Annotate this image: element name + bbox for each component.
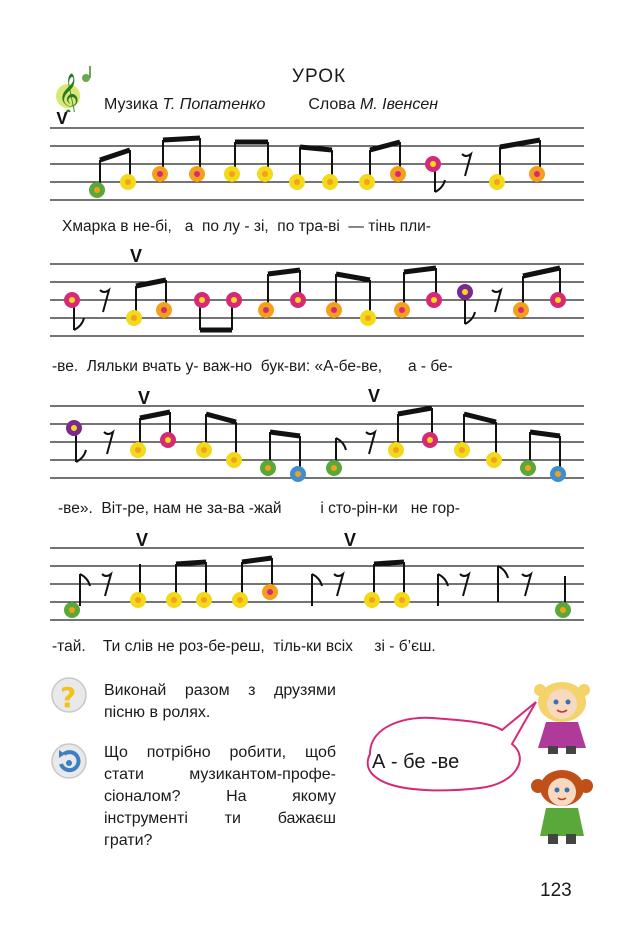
task-2-line: грати?	[104, 832, 153, 849]
music-staff-4	[0, 526, 638, 626]
music-staff-2	[0, 244, 638, 344]
task-2-text	[104, 742, 336, 852]
question-icon	[50, 676, 88, 714]
breath-mark: V	[136, 530, 149, 550]
breath-mark: V	[130, 246, 143, 266]
speech-bubble-text: А - бе -ве	[372, 751, 460, 773]
page-number: 123	[540, 880, 572, 901]
doll-redhead-illustration	[524, 764, 600, 848]
doll-blonde-illustration	[524, 676, 600, 756]
task-2-line: інструменті ти бажаєш	[104, 810, 336, 827]
task-2-line: стати музикантом-профе-	[104, 766, 336, 783]
lyrics-line-1: Хмарка в не-бі, а по лу - зі, по тра-ві — тінь пли-	[62, 218, 431, 235]
refresh-icon	[50, 742, 88, 780]
song-title: УРОК	[291, 66, 347, 87]
breath-mark: V	[344, 530, 357, 550]
task-1-line: Виконай разом з друзями	[104, 682, 336, 699]
speech-bubble	[350, 680, 550, 820]
task-1-text	[104, 680, 336, 724]
breath-mark: V	[368, 386, 381, 406]
words-label: Слова	[308, 96, 356, 113]
music-label: Музика	[104, 96, 159, 113]
music-staff-3	[0, 384, 638, 488]
music-staff-1	[0, 112, 638, 202]
flower-notes	[64, 284, 566, 326]
lyrics-line-3: -ве». Віт-ре, нам не за-ва -жай і сто-рін-ки не гор-	[58, 500, 460, 517]
svg-text:𝄞: 𝄞	[58, 74, 80, 112]
task-2-line: сіоналом? На якому	[104, 788, 336, 805]
task-2-line: Що потрібно робити, щоб	[104, 744, 336, 761]
lyrics-line-2: -ве. Ляльки вчать у- важ-но бук-ви: «А-бе-ве, а - бе-	[52, 358, 453, 375]
lyrics-line-4: -тай. Ти слів не роз-бе-реш, тіль-ки всіх зі - б’єш.	[52, 638, 436, 655]
breath-mark: V	[56, 112, 69, 128]
breath-mark: V	[138, 388, 151, 408]
svg-text:?: ?	[60, 681, 77, 714]
task-1-line: пісню в ролях.	[104, 704, 211, 721]
lyricist-name: М. Івенсен	[359, 96, 439, 113]
composer-name: Т. Попатенко	[162, 96, 266, 113]
flower-notes	[89, 156, 545, 198]
